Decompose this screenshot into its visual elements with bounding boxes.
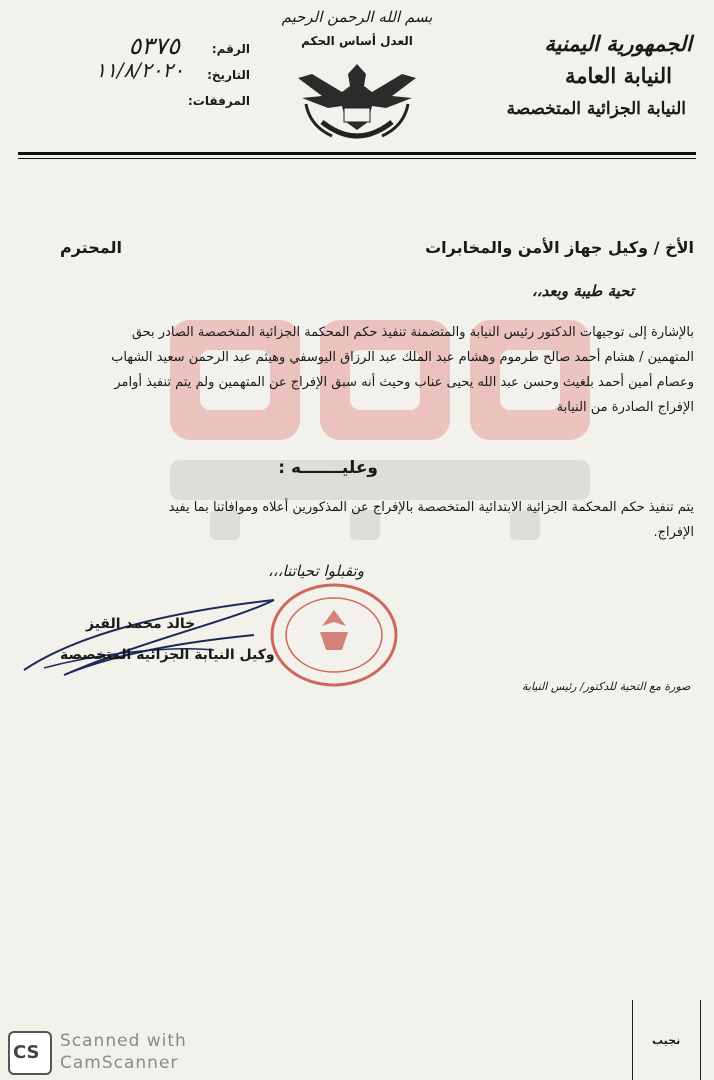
signature-scribble-icon xyxy=(4,580,304,690)
body-line: الإفراج الصادرة من النيابة xyxy=(556,400,694,415)
honorific: المحترم xyxy=(60,238,122,257)
edge-line xyxy=(700,1000,701,1080)
ref-label: الرقم: xyxy=(211,42,250,56)
authority-name: النيابة العامة xyxy=(565,63,672,88)
basmala: بسم الله الرحمن الرحيم xyxy=(281,8,433,26)
issuer-header xyxy=(492,30,692,124)
date-row xyxy=(20,58,250,90)
attachments-label: المرفقات: xyxy=(188,94,250,108)
center-header xyxy=(262,6,452,144)
department-name: النيابة الجزائية المتخصصة xyxy=(506,99,686,119)
signatory-name: خالد محمد القيز xyxy=(86,616,196,632)
footer-mark: نجيب xyxy=(652,1034,681,1047)
greeting: تحية طيبة وبعد،، xyxy=(531,282,634,300)
addressee: الأخ / وكيل جهاز الأمن والمخابرات xyxy=(425,238,694,257)
scanner-line-2: CamScanner xyxy=(60,1053,179,1073)
signatory-title: وكيل النيابة الجزائية المتخصصة xyxy=(60,647,275,663)
body-line: المتهمين / هشام أحمد صالح طرموم وهشام عبد الملك عبد الرزاق اليوسفي وهيثم عبد الرحمن سعيد الشهاب xyxy=(111,350,694,365)
closing-remark: وتقبلوا تحياتنا،،، xyxy=(268,562,364,580)
decision-line: يتم تنفيذ حكم المحكمة الجزائية الابتدائية المتخصصة بالإفراج عن المذكورين أعلاه وموافاتنا بما يفيد xyxy=(168,500,694,515)
attachments-row xyxy=(20,90,250,116)
copy-to-note: صورة مع التحية للدكتور/ رئيس النيابة xyxy=(522,680,691,693)
edge-line xyxy=(632,1000,633,1080)
motto: العدل أساس الحكم xyxy=(301,34,413,48)
body-line: بالإشارة إلى توجيهات الدكتور رئيس النيابة والمتضمنة تنفيذ حكم المحكمة الجزائية المتخصصة الصادر بحق xyxy=(131,325,694,340)
decision-line: الإفراج. xyxy=(653,525,694,540)
date-value: ١١/٨/٢٠٢٠ xyxy=(95,58,184,82)
scanner-line-1: Scanned with xyxy=(60,1031,187,1051)
decision-paragraph xyxy=(22,495,694,545)
camscanner-logo-icon xyxy=(8,1031,52,1075)
eagle-emblem-icon xyxy=(292,52,422,144)
header-divider-thin xyxy=(18,158,696,159)
ref-number: ٥٣٧٥ xyxy=(128,32,180,60)
body-paragraph xyxy=(22,320,694,420)
therefore-heading: وعليـــــــه : xyxy=(278,458,378,478)
country-name: الجمهورية اليمنية xyxy=(544,31,692,56)
header-divider xyxy=(18,152,696,155)
date-label: التاريخ: xyxy=(207,68,250,82)
reference-block xyxy=(20,32,250,116)
scanner-watermark xyxy=(60,1030,187,1074)
cs-logo-text: CS xyxy=(13,1042,40,1063)
body-line: وعصام أمين أحمد بلغيث وحسن عبد الله يحيى عناب وحيث أنه سبق الإفراج عن المتهمين ولم يتم تنفيذ أوامر xyxy=(114,375,694,390)
